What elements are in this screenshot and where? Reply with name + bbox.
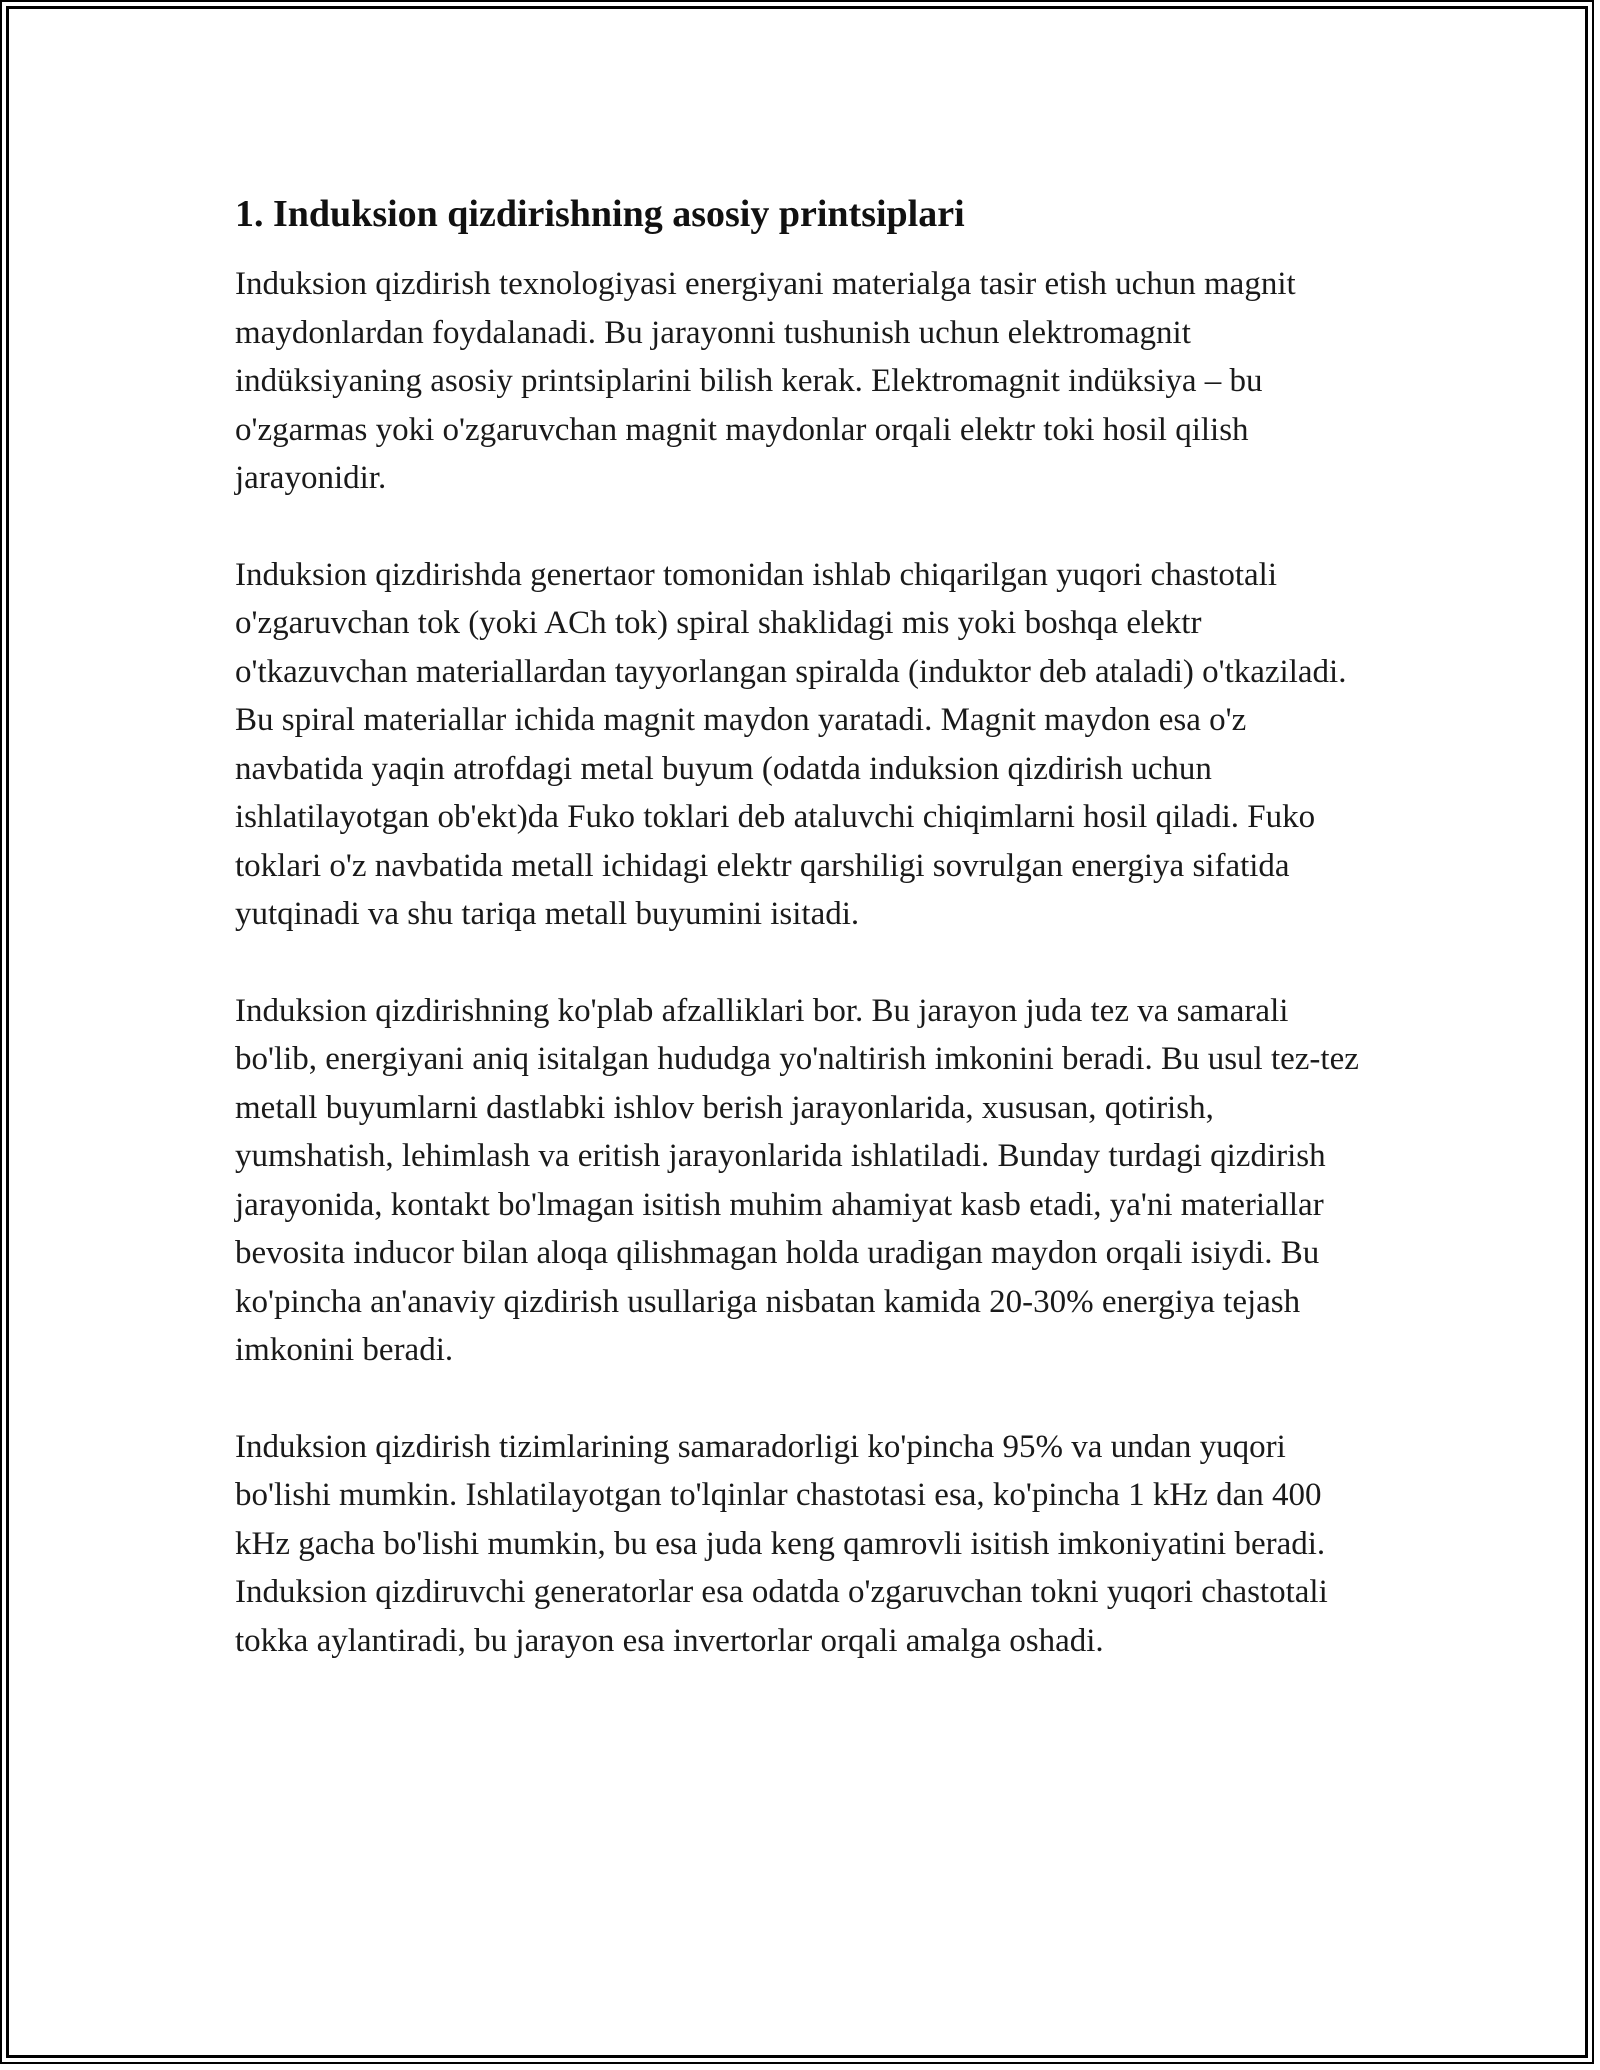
document-body	[235, 190, 1375, 1713]
paragraph-4: Induksion qizdirish tizimlarining samaradorligi ko'pincha 95% va undan yuqori bo'lishi mumkin. Ishlatilayotgan to'lqinlar chastotasi esa, ko'pincha 1 kHz dan 400 kHz gacha bo'lishi mumkin, bu esa juda keng qamrovli isitish imkoniyatini beradi. Induksion qizdiruvchi generatorlar esa odatda o'zgaruvchan tokni yuqori chastotali tokka aylantiradi, bu jarayon esa invertorlar orqali amalga oshadi.	[235, 1428, 1328, 1659]
paragraph-2: Induksion qizdirishda genertaor tomonidan ishlab chiqarilgan yuqori chastotali o'zgaruvchan tok (yoki ACh tok) spiral shaklidagi mis yoki boshqa elektr o'tkazuvchan materiallardan tayyorlangan spiralda (induktor deb ataladi) o'tkaziladi. Bu spiral materiallar ichida magnit maydon yaratadi. Magnit maydon esa o'z navbatida yaqin atrofdagi metal buyum (odatda induksion qizdirish uchun ishlatilayotgan ob'ekt)da Fuko toklari deb ataluvchi chiqimlarni hosil qiladi. Fuko toklari o'z navbatida metall ichidagi elektr qarshiligi sovrulgan energiya sifatida yutqinadi va shu tariqa metall buyumini isitadi.	[235, 556, 1347, 932]
section-heading: 1. Induksion qizdirishning asosiy printsiplari	[235, 193, 965, 235]
paragraph-1: Induksion qizdirish texnologiyasi energiyani materialga tasir etish uchun magnit maydonlardan foydalanadi. Bu jarayonni tushunish uchun elektromagnit indüksiyaning asosiy printsiplarini bilish kerak. Elektromagnit indüksiya – bu o'zgarmas yoki o'zgaruvchan magnit maydonlar orqali elektr toki hosil qilish jarayonidir.	[235, 266, 1296, 496]
paragraph-3: Induksion qizdirishning ko'plab afzalliklari bor. Bu jarayon juda tez va samarali bo'lib, energiyani aniq isitalgan hududga yo'naltirish imkonini beradi. Bu usul tez-tez metall buyumlarni dastlabki ishlov berish jarayonlarida, xususan, qotirish, yumshatish, lehimlash va eritish jarayonlarida ishlatiladi. Bunday turdagi qizdirish jarayonida, kontakt bo'lmagan isitish muhim ahamiyat kasb etadi, ya'ni materiallar bevosita inducor bilan aloqa qilishmagan holda uradigan maydon orqali isiydi. Bu ko'pincha an'anaviy qizdirish usullariga nisbatan kamida 20-30% energiya tejash imkonini beradi.	[235, 992, 1359, 1368]
